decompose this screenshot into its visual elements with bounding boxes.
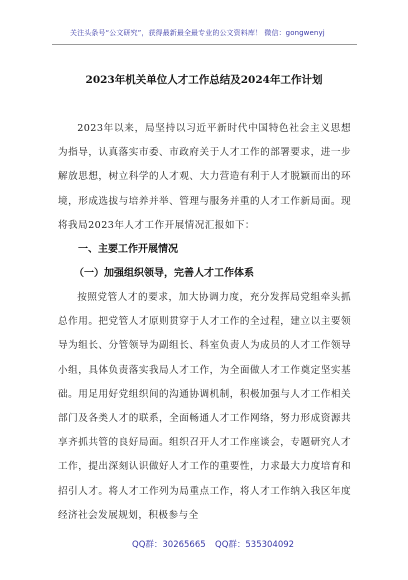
intro-paragraph: 2023年以来，局坚持以习近平新时代中国特色社会主义思想为指导，认真落实市委、市政府关于人才工作的部署要求，进一步解放思想，树立科学的人才观、大力营造有利于人才脱颖而出的环境，形成选拔与培养并举、管理与服务并重的人才工作新局面。现将我局2023年人才工作开展情况汇报如下：: [58, 123, 351, 231]
footer-qq-group-2: QQ群：535304092: [215, 540, 295, 550]
footer-qq-group-1: QQ群：30265665: [132, 540, 206, 550]
section-heading: 一、主要工作开展情况: [78, 244, 178, 256]
subsection-heading: （一）加强组织领导，完善人才工作体系: [74, 268, 254, 280]
document-title: 2023年机关单位人才工作总结及2024年工作计划: [85, 74, 323, 86]
document-body: [58, 117, 351, 528]
header-banner: 关注头条号“公文研究”，获得最新最全最专业的公文资料库！ 微信：gongwenyj: [70, 29, 325, 37]
subsection-paragraph: 按照党管人才的要求，加大协调力度，充分发挥局党组牵头抓总作用。把党管人才原则贯穿于人才工作的全过程，建立以主要领导为组长、分管领导为副组长、科室负责人为成员的人才工作领导小组，具体负责落实我局人才工作，为全面做人才工作奠定坚实基础。用足用好党组织间的沟通协调机制，积极加强与人才工作相关部门及各类人才的联系，全面畅通人才工作网络，努力形成资源共享齐抓共管的良好局面。组织召开人才工作座谈会，专题研究人才工作，提出深刻认识做好人才工作的重要性，力求最大力度培育和招引人才。将人才工作列为局重点工作，将人才工作纳入我区年度经济社会发展规划，积极参与全: [58, 292, 351, 521]
header-divider: [52, 44, 357, 45]
